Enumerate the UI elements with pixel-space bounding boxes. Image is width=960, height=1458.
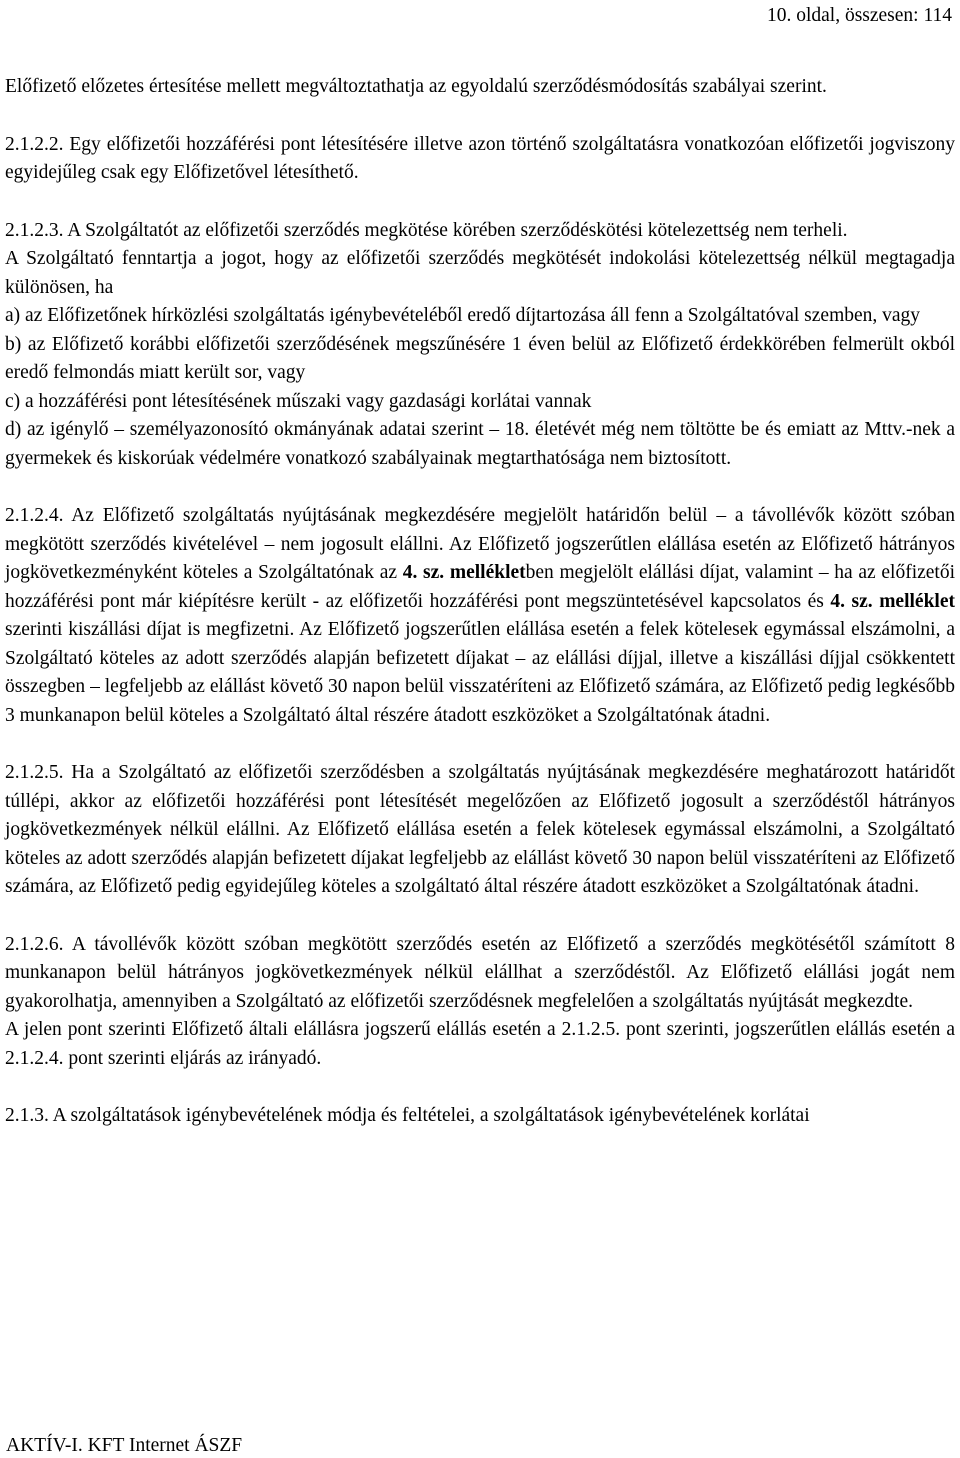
paragraph: A Szolgáltató fenntartja a jogot, hogy az előfizetői szerződés megkötését indokolási kötelezettség nélkül megtagadja különösen, ha	[5, 248, 955, 298]
text-run: szerinti kiszállási díjat is megfizetni. Az Előfizető jogszerűtlen elállása esetén a felek kötelesek egymással elszámolni, a Szolgáltató köteles az adott szerződés alapján befizetett díjakat – az elállási díjjal, illetve a kiszállási díjjal csökkentett összegben – legfeljebb az elállást követő 30 napon belül visszatéríteni az Előfizető számára, az Előfizető pedig legkésőbb 3 munkanapon belül köteles a Szolgáltató által részére átadott eszközöket a Szolgáltatónak átadni.	[5, 619, 955, 726]
list-item-a: a) az Előfizetőnek hírközlési szolgáltatás igénybevételéből eredő díjtartozása áll fenn a Szolgáltatóval szemben, vagy	[5, 305, 921, 326]
section-2-1-2-6: 2.1.2.6. A távollévők között szóban megkötött szerződés esetén az Előfizető a szerződés megkötésétől számított 8 munkanapon belül hátrányos jogkövetkezmények nélkül elállhat a szerződéstől. Az Előfizető elállási jogát nem gyakorolhatja, amennyiben a Szolgáltató az előfizetői szerződésnek megfelelően a szolgáltatás nyújtását megkezdte.	[5, 933, 955, 1012]
paragraph: A jelen pont szerinti Előfizető általi elállásra jogszerű elállás esetén a 2.1.2.5. pont szerinti, jogszerűtlen elállás esetén a 2.1.2.4. pont szerinti eljárás az irányadó.	[5, 1019, 955, 1069]
footer-text: AKTÍV-I. KFT Internet ÁSZF	[6, 1435, 243, 1456]
text-run: 2.1.2.4. Az Előfizető szolgáltatás nyújtásának megkezdésére megjelölt határidőn belül – a távollévők között szóban megkötött szerződés kivételével – nem jogosult elállni. Az Előfizető jogszerűtlen elállása esetén az Előfizető hátrányos jogkövetkezményként köteles a Szolgáltatónak az	[5, 505, 955, 583]
page-number: 10. oldal, összesen: 114	[766, 5, 952, 26]
section-2-1-2-2: 2.1.2.2. Egy előfizetői hozzáférési pont létesítésére illetve azon történő szolgáltatásra vonatkozóan előfizetői jogviszony egyidejűleg csak egy Előfizetővel létesíthető.	[5, 133, 955, 183]
annex-reference: 4. sz. melléklet	[402, 562, 526, 583]
text-run: ben megjelölt elállási díjat, valamint – ha az előfizetői hozzáférési pont már kiépítésre került - az előfizetői hozzáférési pont megszüntetésével kapcsolatos és	[5, 562, 956, 612]
paragraph: Előfizető előzetes értesítése mellett megváltoztathatja az egyoldalú szerződésmódosítás szabályai szerint.	[5, 76, 827, 97]
section-2-1-2-5: 2.1.2.5. Ha a Szolgáltató az előfizetői szerződésben a szolgáltatás nyújtásának megkezdésére meghatározott határidőt túllépi, akkor az előfizetői hozzáférési pont létesítését megelőzően az Előfizető jogosult a szerződéstől hátrányos jogkövetkezmények nélkül elállni. Az Előfizető elállása esetén a felek kötelesek egymással elszámolni, a Szolgáltató köteles az adott szerződés alapján befizetett díjakat legfeljebb az elállást követő 30 napon belül visszatéríteni az Előfizető számára, az Előfizető pedig egyidejűleg köteles a szolgáltató által részére átadott eszközöket a Szolgáltatónak átadni.	[5, 762, 955, 897]
annex-reference: 4. sz. melléklet	[830, 590, 955, 612]
document-body	[5, 73, 955, 1131]
section-2-1-3-heading: 2.1.3. A szolgáltatások igénybevételének módja és feltételei, a szolgáltatások igénybevételének korlátai	[5, 1105, 810, 1126]
list-item-c: c) a hozzáférési pont létesítésének műszaki vagy gazdasági korlátai vannak	[5, 390, 592, 412]
section-2-1-2-4	[5, 502, 955, 730]
list-item-d: d) az igénylő – személyazonosító okmányának adatai szerint – 18. életévét még nem töltötte be és emiatt az Mttv.-nek a gyermekek és kiskorúak védelmére vonatkozó szabályainak megtarthatósága nem biztosított.	[5, 419, 955, 469]
list-item-b: b) az Előfizető korábbi előfizetői szerződésének megszűnésére 1 éven belül az Előfizető érdekkörében felmerült okból eredő felmondás miatt került sor, vagy	[5, 333, 955, 383]
section-2-1-2-3: 2.1.2.3. A Szolgáltatót az előfizetői szerződés megkötése körében szerződéskötési kötelezettség nem terheli.	[5, 219, 848, 241]
